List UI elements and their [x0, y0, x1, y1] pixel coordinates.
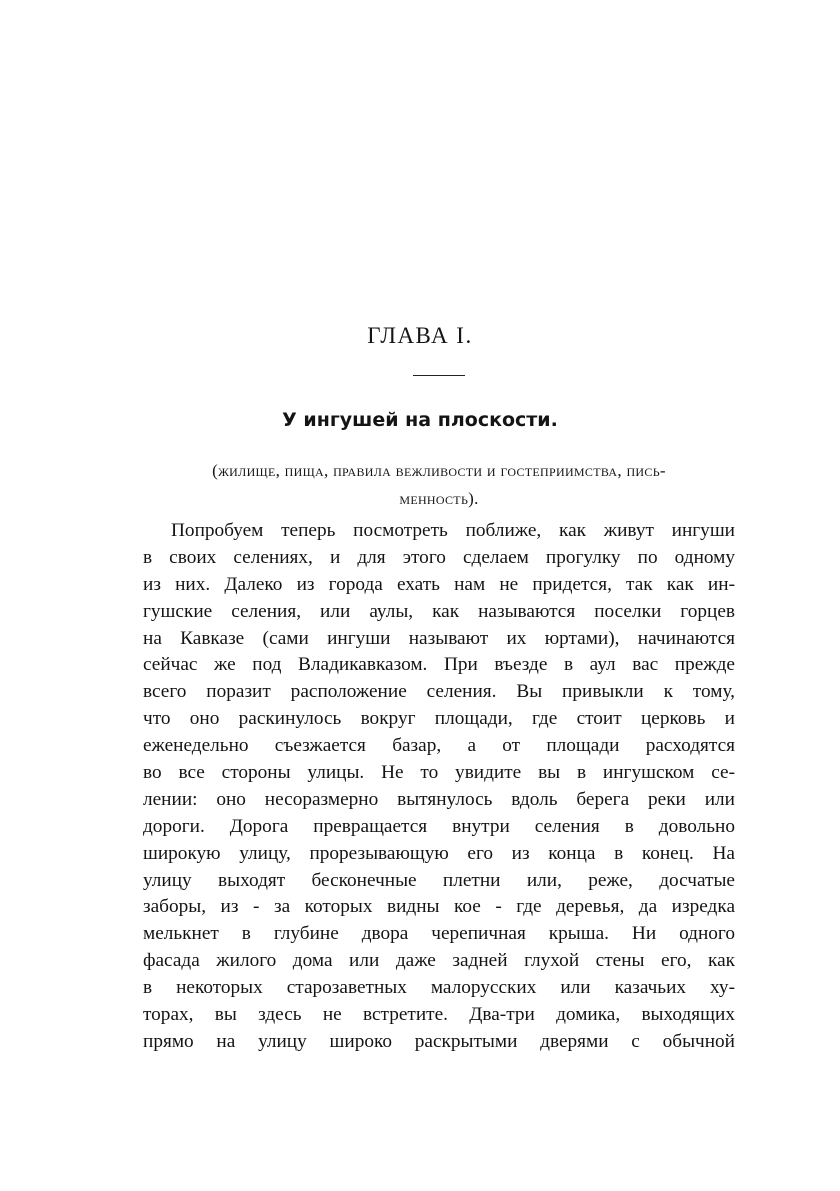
text-line: Попробуем теперь посмотреть поближе, как живут ингуши	[171, 520, 735, 541]
text-line: прямо на улицу широко раскрытыми дверями с обычной	[143, 1030, 735, 1052]
text-line: во все стороны улицы. Не то увидите вы в ингушском се-	[143, 762, 735, 784]
subtitle-line: менность).	[399, 489, 479, 508]
text-line: всего поразит расположение селения. Вы привыкли к тому,	[143, 681, 735, 703]
text-line: улицу выходят бесконечные плетни или, реже, досчатые	[143, 869, 735, 891]
text-line: на Кавказе (сами ингуши называют их юртами), начинаются	[143, 627, 735, 649]
section-title: У ингушей на плоскости.	[282, 409, 558, 431]
text-line: фасада жилого дома или даже задней глухой стены его, как	[143, 950, 735, 972]
text-line: из них. Далеко из города ехать нам не придется, так как ин-	[143, 573, 735, 595]
text-line: заборы, из - за которых видны кое - где деревья, да изредка	[143, 896, 735, 918]
text-line: широкую улицу, прорезывающую его из конца в конец. На	[143, 842, 735, 864]
text-line: гушские селения, или аулы, как называются поселки горцев	[143, 600, 735, 622]
text-line: лении: оно несоразмерно вытянулось вдоль берега реки или	[143, 788, 735, 810]
subtitle-line: (жилище, пища, правила вежливости и гостеприимства, пись-	[212, 461, 666, 480]
text-line: что оно раскинулось вокруг площади, где стоит церковь и	[143, 708, 735, 730]
text-line: еженедельно съезжается базар, а от площади расходятся	[143, 735, 735, 757]
text-line: в своих селениях, и для этого сделаем прогулку по одному	[143, 546, 735, 568]
chapter-title: ГЛАВА I.	[367, 323, 473, 348]
text-line: в некоторых старозаветных малорусских или казачьих ху-	[143, 977, 735, 999]
text-line: мелькнет в глубине двора черепичная крыша. Ни одного	[143, 923, 735, 945]
title-divider	[413, 375, 465, 376]
section-subtitle	[143, 457, 735, 513]
text-line: дороги. Дорога превращается внутри селения в довольно	[143, 815, 735, 837]
body-paragraph	[143, 518, 735, 1056]
text-line: торах, вы здесь не встретите. Два-три домика, выходящих	[143, 1004, 735, 1026]
text-line: сейчас же под Владикавказом. При въезде в аул вас прежде	[143, 654, 735, 676]
